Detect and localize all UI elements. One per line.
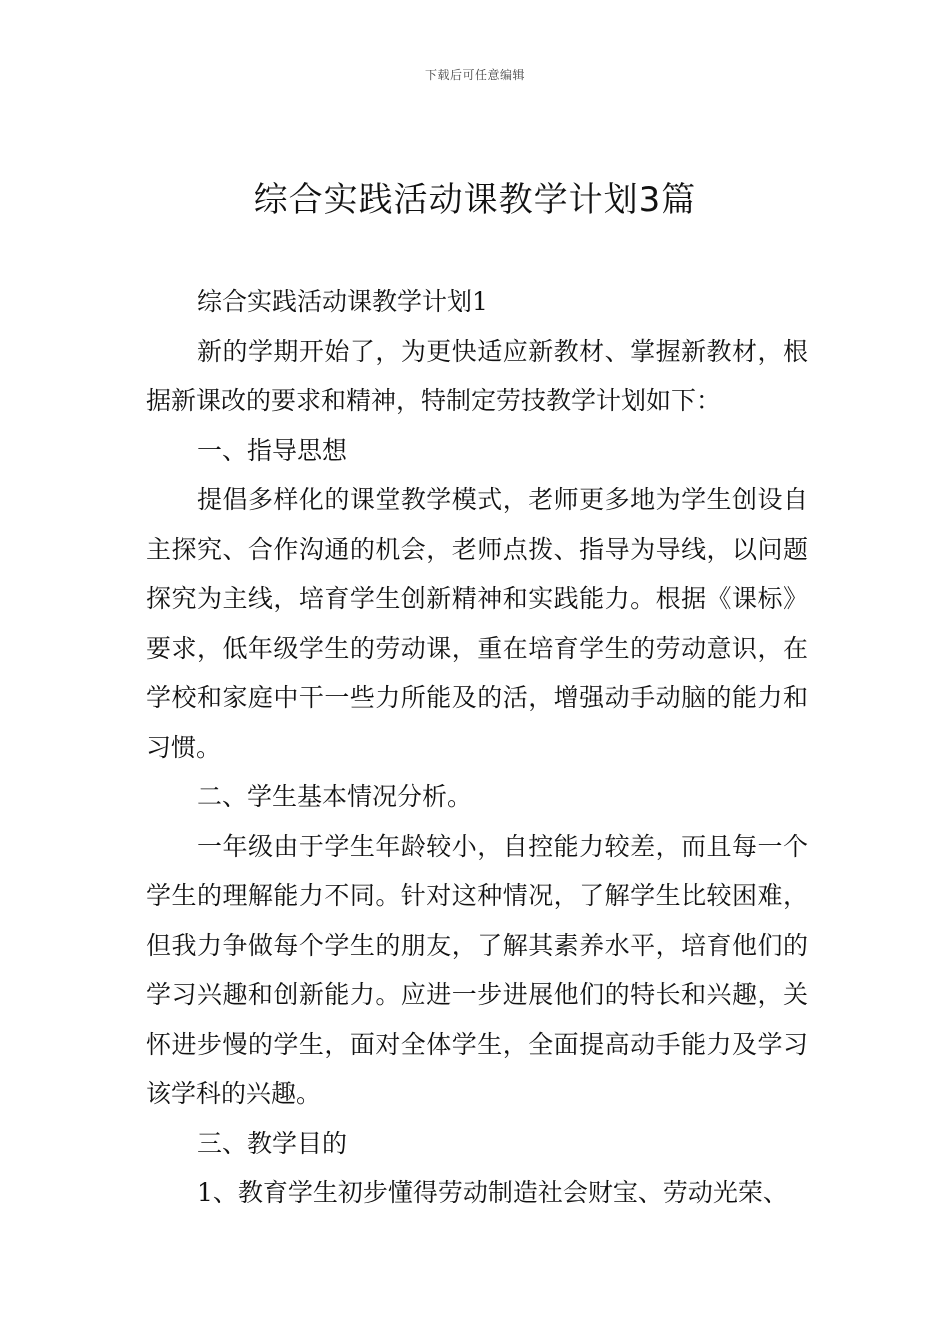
section-heading: 二、学生基本情况分析。 xyxy=(197,782,473,811)
header-note: 下载后可任意编辑 xyxy=(424,68,525,82)
section-heading: 综合实践活动课教学计划1 xyxy=(197,287,488,316)
paragraph: 新的学期开始了，为更快适应新教材、掌握新教材，根据新课改的要求和精神，特制定劳技教学计划如下： xyxy=(146,336,808,415)
document-body xyxy=(146,277,808,1218)
paragraph: 1、教育学生初步懂得劳动制造社会财宝、劳动光荣、 xyxy=(197,1178,788,1207)
paragraph: 提倡多样化的课堂教学模式，老师更多地为学生创设自主探究、合作沟通的机会，老师点拨、指导为导线，以问题探究为主线，培育学生创新精神和实践能力。根据《课标》要求，低年级学生的劳动课，重在培育学生的劳动意识，在学校和家庭中干一些力所能及的活，增强动手动脑的能力和习惯。 xyxy=(146,485,808,762)
paragraph: 一年级由于学生年龄较小，自控能力较差，而且每一个学生的理解能力不同。针对这种情况，了解学生比较困难，但我力争做每个学生的朋友，了解其素养水平，培育他们的学习兴趣和创新能力。应进一步进展他们的特长和兴趣，关怀进步慢的学生，面对全体学生，全面提高动手能力及学习该学科的兴趣。 xyxy=(146,831,808,1108)
section-heading: 三、教学目的 xyxy=(197,1128,348,1158)
document-title: 综合实践活动课教学计划3篇 xyxy=(253,180,697,220)
section-heading: 一、指导思想 xyxy=(197,435,348,465)
